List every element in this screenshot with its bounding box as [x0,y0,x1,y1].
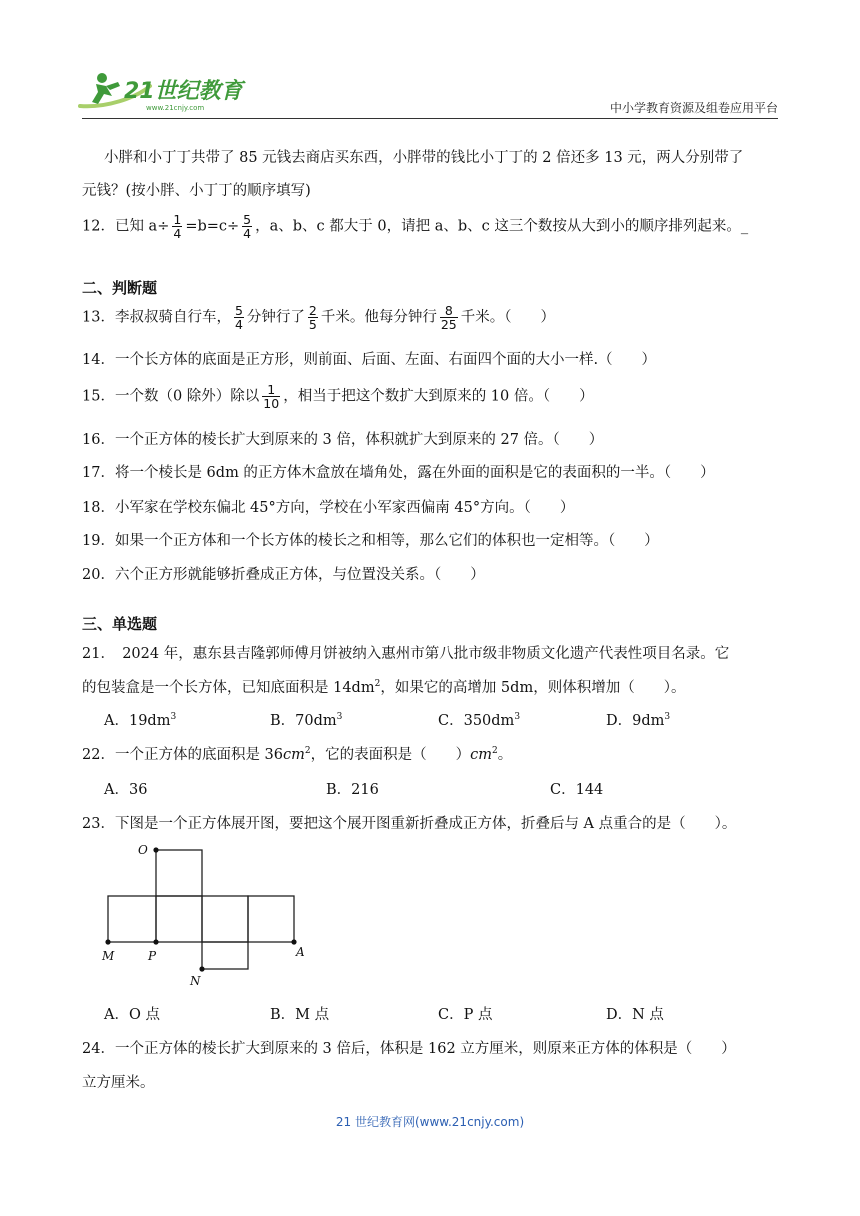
q11-line2: 元钱？(按小胖、小丁丁的顺序填写) [82,183,311,199]
q12-text-c: ，a、b、c 都大于 0，请把 a、b、c 这三个数按从大到小的顺序排列起来。_ [255,218,749,235]
q21-option-b[interactable]: B．$70dm^3$ [270,712,343,729]
label-p: P [148,949,157,963]
q12-frac1: $\frac{1}{4}$ [173,212,182,242]
q22-option-c[interactable]: C．144 [550,782,604,798]
q16: 16．一个正方体的棱长扩大到原来的 3 倍，体积就扩大到原来的 27 倍。（ ） [82,432,604,448]
q20: 20．六个正方形就能够折叠成正方体，与位置没关系。（ ） [82,567,485,583]
q24-line1: 24．一个正方体的棱长扩大到原来的 3 倍后，体积是 162 立方厘米，则原来正方体的体积是（ ） [82,1041,736,1057]
platform-name: 中小学教育资源及组卷应用平台 [609,101,778,115]
logo-url: www.21cnjy.com [146,104,205,112]
section-single-choice: 三、单选题 [82,615,158,633]
q21-option-d[interactable]: D．$9dm^3$ [606,712,671,729]
q23-option-d[interactable]: D．N 点 [606,1007,664,1023]
site-logo [76,68,246,114]
q22-option-a[interactable]: A．36 [104,782,148,798]
label-m: M [102,949,115,963]
q12-frac2: $\frac{5}{4}$ [243,212,252,242]
q23-option-c[interactable]: C．P 点 [438,1007,493,1023]
label-o: O [138,843,148,857]
q23-option-b[interactable]: B．M 点 [270,1007,330,1023]
q23-option-a[interactable]: A．O 点 [104,1007,160,1023]
q13-frac2: $\frac{2}{5}$ [308,303,317,333]
label-n: N [190,974,201,988]
q21-option-a[interactable]: A．$19dm^3$ [104,712,177,729]
label-a: A [296,945,305,959]
q19: 19．如果一个正方体和一个长方体的棱长之和相等，那么它们的体积也一定相等。（ ） [82,533,659,549]
q14: 14．一个长方体的底面是正方形，则前面、后面、左面、右面四个面的大小一样.（ ） [82,352,657,368]
q12-text-a: 12．已知 a÷ [82,218,170,235]
q17: 17．将一个棱长是 6dm 的正方体木盒放在墙角处，露在外面的面积是它的表面积的一半。（ ） [82,465,715,481]
q11-line1: 小胖和小丁丁共带了 85 元钱去商店买东西，小胖带的钱比小丁丁的 2 倍还多 13 元，两人分别带了 [104,150,744,166]
q23: 23．下图是一个正方体展开图，要把这个展开图重新折叠成正方体，折叠后与 A 点重合的是（ ）。 [82,816,737,832]
header-divider [82,118,778,119]
q18: 18．小军家在学校东偏北 45°方向，学校在小军家西偏南 45°方向。（ ） [82,500,575,516]
q24-line2: 立方厘米。 [82,1075,155,1091]
q21-option-c[interactable]: C．$350dm^3$ [438,712,521,729]
q21-line1: 21． 2024 年，惠东县吉隆郭师傅月饼被纳入惠州市第八批市级非物质文化遗产代表性项目名录。它 [82,646,730,662]
section-judgement: 二、判断题 [82,279,158,297]
q21-line2: 的包装盒是一个长方体，已知底面积是 $14dm^2$，如果它的高增加 5dm，则体积增加（ ）。 [82,679,686,696]
q22-option-b[interactable]: B．216 [326,782,379,798]
page-footer[interactable]: 21 世纪教育网(www.21cnjy.com) [335,1115,525,1129]
q12-text-b: =b=c÷ [185,218,240,235]
q13: 13．李叔叔骑自行车， $\frac{5}{4}$ 分钟行了 $\frac{2}{5}$ 千米。他每分钟行 $\frac{8}{25}$ 千米。（ ） [82,303,556,333]
q22: 22．一个正方体的底面积是 $36cm^2$，它的表面积是（ ）$cm^2$。 [82,746,513,763]
q15: 15．一个数（0 除外）除以 $\frac{1}{10}$ ，相当于把这个数扩大到原来的 10 倍。（ ） [82,382,594,412]
cube-net-diagram [98,840,318,990]
logo-text: 21世纪教育 [124,79,243,104]
q13-frac3: $\frac{8}{25}$ [440,303,457,333]
q12 [82,213,748,240]
q15-frac: $\frac{1}{10}$ [263,382,280,412]
q13-frac1: $\frac{5}{4}$ [234,303,243,333]
